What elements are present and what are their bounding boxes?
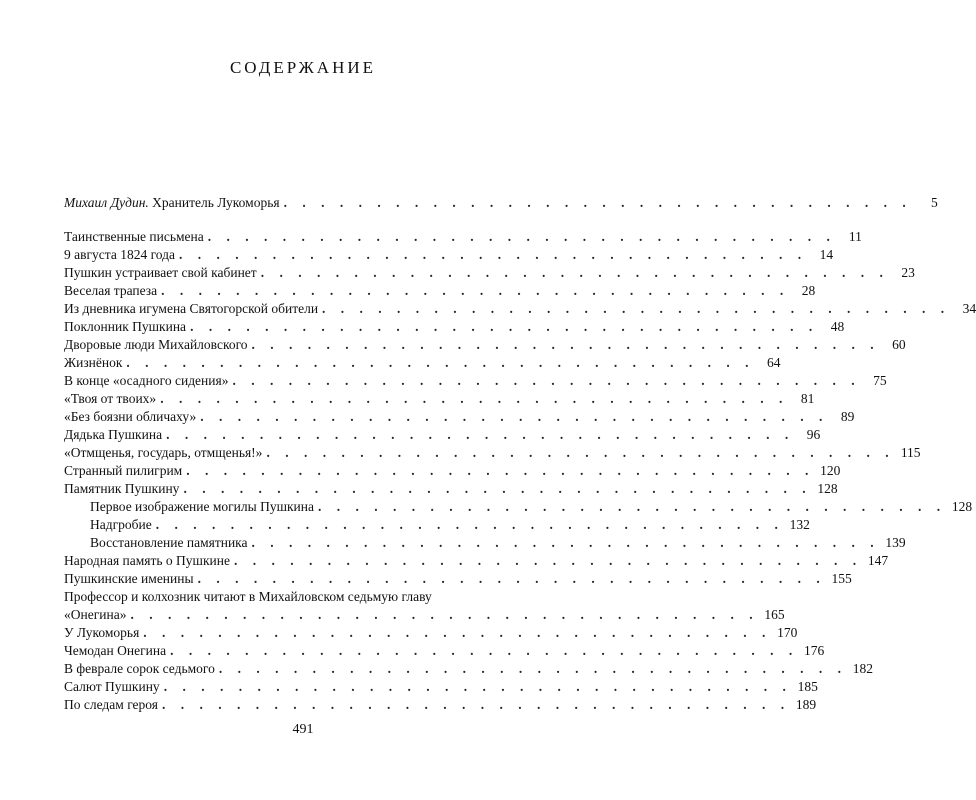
- toc-entry: [64, 588, 542, 606]
- toc-entry-page: 96: [806, 427, 821, 442]
- toc-entry: [64, 642, 825, 660]
- toc-entry: [64, 372, 887, 390]
- leader-dots: . . . . . . . . . . . . . . . . . . . . . . . . . . . . . . . . . .: [200, 409, 829, 424]
- leader-dots: . . . . . . . . . . . . . . . . . . . . . . . . . . . . . . . . . .: [126, 355, 755, 370]
- toc-entry-title: Чемодан Онегина: [64, 643, 167, 658]
- toc-entry-title: Таинственные письмена: [64, 229, 204, 244]
- toc-entry-title: В конце «осадного сидения»: [64, 373, 229, 388]
- toc-entry: [64, 624, 798, 642]
- toc-entry: [64, 282, 816, 300]
- leader-dots: . . . . . . . . . . . . . . . . . . . . . . . . . . . . . . . . . .: [179, 247, 808, 262]
- toc-entry-title: По следам героя: [64, 697, 158, 712]
- toc-entry-title: Жизнёнок: [64, 355, 123, 370]
- toc-entry: [64, 552, 889, 570]
- leader-dots: . . . . . . . . . . . . . . . . . . . . . . . . . . . . . . . . . .: [190, 319, 819, 334]
- toc-entry-page: 14: [819, 247, 834, 262]
- toc-entry-title: Дядька Пушкина: [64, 427, 163, 442]
- toc-entry: [64, 228, 862, 246]
- toc-entry-page: 155: [831, 571, 852, 586]
- toc-intro: [64, 194, 938, 212]
- toc-entry-page: 120: [820, 463, 841, 478]
- leader-dots: . . . . . . . . . . . . . . . . . . . . . . . . . . . . . . . . . .: [143, 625, 772, 640]
- toc-entry: [64, 354, 781, 372]
- toc-entry: [64, 246, 834, 264]
- toc-entry-page: 170: [777, 625, 798, 640]
- toc-entry: [64, 300, 976, 318]
- toc-entry: [64, 462, 841, 480]
- toc-entry: [64, 390, 815, 408]
- leader-dots: . . . . . . . . . . . . . . . . . . . . . . . . . . . . . . . . . .: [166, 427, 795, 442]
- toc-entry: [64, 480, 838, 498]
- toc-entry-page: 28: [801, 283, 816, 298]
- toc-entry-page: 115: [900, 445, 921, 460]
- toc-entry-page: 81: [800, 391, 815, 406]
- toc-entry-page: 185: [797, 679, 818, 694]
- toc-entry-title: Пушкинские именины: [64, 571, 194, 586]
- toc-entry-title: Поклонник Пушкина: [64, 319, 187, 334]
- toc-entry-page: 176: [803, 643, 825, 658]
- page-number: 491: [292, 722, 314, 737]
- contents-heading: СОДЕРЖАНИЕ: [229, 58, 377, 77]
- toc-entry-title: 9 августа 1824 года: [64, 247, 175, 262]
- toc-entry: [64, 570, 852, 588]
- leader-dots: . . . . . . . . . . . . . . . . . . . . . . . . . . . . . . . . . .: [283, 195, 912, 210]
- leader-dots: . . . . . . . . . . . . . . . . . . . . . . . . . . . . . . . . . .: [170, 643, 799, 658]
- toc-entry: [64, 264, 915, 282]
- toc-entry-title: «Онегина»: [64, 607, 127, 622]
- toc-entry-page: 34: [962, 301, 976, 316]
- toc-entry-page: 5: [930, 195, 938, 210]
- toc-entry-page: 48: [830, 319, 845, 334]
- toc-entry-title: Профессор и колхозник читают в Михайловском седьмую главу: [64, 589, 432, 604]
- toc-entry: [64, 696, 817, 714]
- leader-dots: . . . . . . . . . . . . . . . . . . . . . . . . . . . . . . . . . .: [160, 391, 789, 406]
- toc-entry-title: Надгробие: [90, 517, 152, 532]
- toc-subentry: [64, 498, 973, 516]
- toc-entry-page: 139: [885, 535, 906, 550]
- toc-list: [64, 228, 976, 714]
- toc-entry-title: «Отмщенья, государь, отмщенья!»: [64, 445, 263, 460]
- leader-dots: . . . . . . . . . . . . . . . . . . . . . . . . . . . . . . . . . .: [186, 463, 815, 478]
- toc-entry: [64, 408, 855, 426]
- leader-dots: . . . . . . . . . . . . . . . . . . . . . . . . . . . . . . . . . .: [207, 229, 836, 244]
- leader-dots: . . . . . . . . . . . . . . . . . . . . . . . . . . . . . . . . . .: [218, 661, 847, 676]
- toc-entry: [64, 426, 821, 444]
- leader-dots: . . . . . . . . . . . . . . . . . . . . . . . . . . . . . . . . . .: [161, 283, 790, 298]
- toc-entry-title: Пушкин устраивает свой кабинет: [64, 265, 257, 280]
- toc-entry: [64, 678, 818, 696]
- leader-dots: . . . . . . . . . . . . . . . . . . . . . . . . . . . . . . . . . .: [251, 535, 880, 550]
- leader-dots: . . . . . . . . . . . . . . . . . . . . . . . . . . . . . . . . . .: [251, 337, 880, 352]
- toc-entry-title: Первое изображение могилы Пушкина: [90, 499, 314, 514]
- toc-entry-title: Из дневника игумена Святогорской обители: [64, 301, 319, 316]
- toc-entry-page: 128: [817, 481, 838, 496]
- toc-subentry: [64, 534, 906, 552]
- toc-entry-page: 128: [951, 499, 973, 514]
- toc-entry-title: [64, 194, 280, 212]
- leader-dots: . . . . . . . . . . . . . . . . . . . . . . . . . . . . . . . . . .: [233, 553, 863, 568]
- leader-dots: . . . . . . . . . . . . . . . . . . . . . . . . . . . . . . . . . .: [130, 607, 759, 622]
- toc-entry: [64, 444, 921, 462]
- toc-entry-title: У Лукоморья: [64, 625, 140, 640]
- toc-entry-page: 132: [789, 517, 810, 532]
- toc-entry-continuation: [64, 606, 785, 624]
- toc-entry-page: 23: [901, 265, 915, 280]
- toc-entry-title: Странный пилигрим: [64, 463, 183, 478]
- toc-entry: [64, 318, 845, 336]
- toc-entry-page: 189: [795, 697, 817, 712]
- toc-entry-title: В феврале сорок седьмого: [64, 661, 215, 676]
- toc-entry-title: Веселая трапеза: [64, 283, 158, 298]
- leader-dots: . . . . . . . . . . . . . . . . . . . . . . . . . . . . . . . . . .: [163, 679, 792, 694]
- leader-dots: . . . . . . . . . . . . . . . . . . . . . . . . . . . . . . . . . .: [322, 301, 951, 316]
- leader-dots: . . . . . . . . . . . . . . . . . . . . . . . . . . . . . . . . . .: [155, 517, 784, 532]
- toc-entry: [64, 194, 938, 212]
- leader-dots: . . . . . . . . . . . . . . . . . . . . . . . . . . . . . . . . . .: [183, 481, 812, 496]
- toc-entry-title: «Твоя от твоих»: [64, 391, 157, 406]
- leader-dots: . . . . . . . . . . . . . . . . . . . . . . . . . . . . . . . . . .: [197, 571, 826, 586]
- leader-dots: . . . . . . . . . . . . . . . . . . . . . . . . . . . . . . . . . .: [260, 265, 889, 280]
- toc-entry-title: Народная память о Пушкине: [64, 553, 230, 568]
- leader-dots: . . . . . . . . . . . . . . . . . . . . . . . . . . . . . . . . . .: [266, 445, 895, 460]
- toc-entry-title: «Без боязни обличаху»: [64, 409, 197, 424]
- toc-entry-page: 11: [848, 229, 862, 244]
- toc-entry-page: 147: [867, 553, 889, 568]
- intro-title: Хранитель Лукоморья: [152, 195, 280, 210]
- leader-dots: . . . . . . . . . . . . . . . . . . . . . . . . . . . . . . . . . .: [232, 373, 861, 388]
- intro-author: Михаил Дудин.: [64, 195, 149, 210]
- toc-entry: [64, 336, 906, 354]
- toc-entry-page: 75: [873, 373, 887, 388]
- toc-entry-page: 60: [892, 337, 906, 352]
- toc-entry-page: 89: [840, 409, 855, 424]
- toc-entry-title: Восстановление памятника: [90, 535, 248, 550]
- leader-dots: . . . . . . . . . . . . . . . . . . . . . . . . . . . . . . . . . .: [317, 499, 947, 514]
- toc-entry-page: 182: [852, 661, 873, 676]
- toc-entry-title: Памятник Пушкину: [64, 481, 180, 496]
- toc-entry-title: Салют Пушкину: [64, 679, 160, 694]
- toc-entry-page: 165: [764, 607, 785, 622]
- toc-entry-page: 64: [767, 355, 781, 370]
- leader-dots: . . . . . . . . . . . . . . . . . . . . . . . . . . . . . . . . . .: [162, 697, 791, 712]
- toc-entry: [64, 660, 873, 678]
- toc-entry-title: Дворовые люди Михайловского: [64, 337, 248, 352]
- toc-subentry: [64, 516, 810, 534]
